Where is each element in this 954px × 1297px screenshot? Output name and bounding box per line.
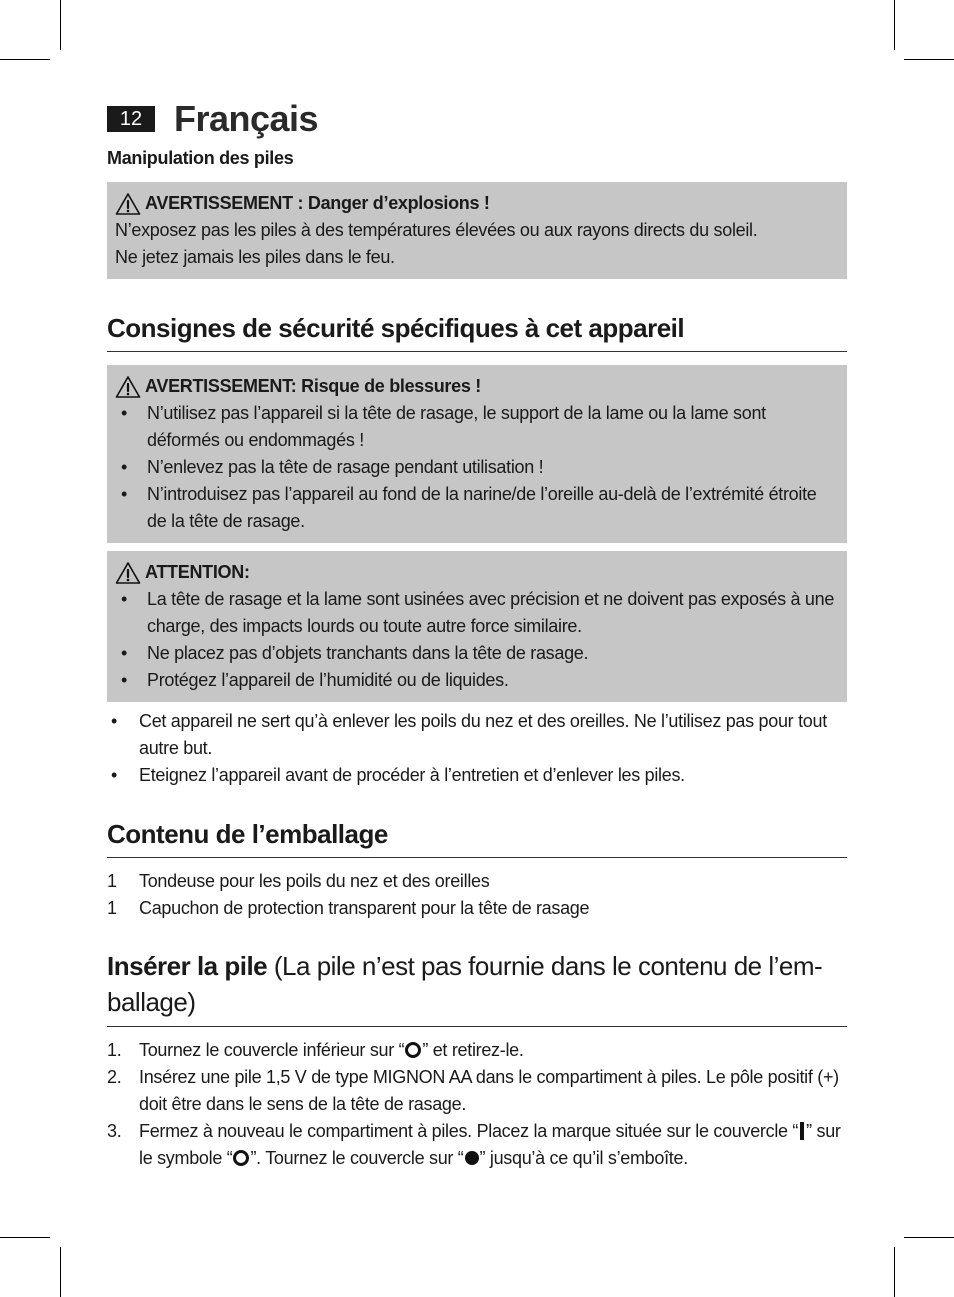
list-item: • N’introduisez pas l’appareil au fond de la narine/de l’oreille au-delà de l’extrémité étroite de la tête de rasage.	[115, 481, 837, 535]
list-item: • Eteignez l’appareil avant de procéder à l’entretien et d’enlever les piles.	[107, 762, 847, 789]
list-item: • Protégez l’appareil de l’humidité ou de liquides.	[115, 667, 837, 694]
filled-dot-symbol-icon	[465, 1151, 479, 1165]
warning-text: Ne jetez jamais les piles dans le feu.	[115, 247, 395, 267]
page-content	[107, 98, 847, 1172]
item-quantity: 1	[107, 898, 117, 918]
warning-title: AVERTISSEMENT: Risque de blessures !	[145, 376, 481, 396]
crop-mark	[60, 1247, 61, 1297]
warning-triangle-icon	[115, 375, 141, 399]
item-text: Tondeuse pour les poils du nez et des oreilles	[139, 871, 490, 891]
crop-mark	[0, 1237, 50, 1238]
warning-list	[115, 400, 837, 535]
battery-warning-box	[107, 182, 847, 279]
warning-triangle-icon	[115, 561, 141, 585]
list-item: 2. Insérez une pile 1,5 V de type MIGNON AA dans le compartiment à piles. Le pôle positif (+) doit être dans le sens de la tête de rasage.	[107, 1064, 847, 1118]
list-item: 1. Tournez le couvercle inférieur sur “ ” et retirez-le.	[107, 1037, 847, 1064]
list-item: • Ne placez pas d’objets tranchants dans la tête de rasage.	[115, 640, 837, 667]
section-heading-package: Contenu de l’emballage	[107, 817, 847, 858]
crop-mark	[904, 1237, 954, 1238]
attention-title: ATTENTION:	[145, 562, 250, 582]
open-ring-symbol-icon	[233, 1150, 249, 1166]
list-item: • La tête de rasage et la lame sont usinées avec précision et ne doivent pas exposés à une charge, des impacts lourds ou toute autre force similaire.	[115, 586, 837, 640]
crop-mark	[894, 0, 895, 50]
page-header	[107, 98, 847, 140]
item-text: Capuchon de protection transparent pour la tête de rasage	[139, 898, 590, 918]
list-item	[107, 895, 847, 922]
section-heading-insert	[107, 948, 847, 1027]
step-number: 2.	[107, 1067, 122, 1087]
warning-text: N’exposez pas les piles à des températures élevées ou aux rayons directs du soleil.	[115, 220, 758, 240]
page-number: 12	[107, 106, 155, 132]
warning-triangle-icon	[115, 192, 141, 216]
marker-bar-symbol-icon	[800, 1122, 804, 1140]
list-item	[107, 868, 847, 895]
warning-title: AVERTISSEMENT : Danger d’explosions !	[145, 193, 490, 213]
list-item: 3. Fermez à nouveau le compartiment à piles. Placez la marque située sur le couvercle “ ” sur le symbole “ ”. Tournez le couvercle sur “ ” jusqu’à ce qu’il s’emboîte.	[107, 1118, 847, 1172]
crop-mark	[894, 1247, 895, 1297]
open-ring-symbol-icon	[405, 1042, 421, 1058]
list-item: • N’utilisez pas l’appareil si la tête de rasage, le support de la lame ou la lame sont déformés ou endommagés !	[115, 400, 837, 454]
attention-box	[107, 551, 847, 702]
crop-mark	[904, 59, 954, 60]
crop-mark	[60, 0, 61, 50]
package-list	[107, 868, 847, 922]
item-quantity: 1	[107, 871, 117, 891]
battery-handling-title: Manipulation des piles	[107, 148, 294, 168]
heading-bold: Insérer la pile	[107, 951, 268, 981]
page-title: Français	[174, 98, 319, 139]
list-item: • Cet appareil ne sert qu’à enlever les poils du nez et des oreilles. Ne l’utilisez pas pour tout autre but.	[107, 708, 847, 762]
step-number: 3.	[107, 1121, 122, 1141]
insert-steps-list	[107, 1037, 847, 1172]
heading-note: (La pile n’est pas fournie dans le contenu de l’em-ballage)	[107, 951, 823, 1017]
attention-list	[115, 586, 837, 694]
injury-warning-box	[107, 365, 847, 543]
crop-mark	[0, 59, 50, 60]
list-item: • N’enlevez pas la tête de rasage pendant utilisation !	[115, 454, 837, 481]
general-safety-list	[107, 708, 847, 789]
section-heading-safety: Consignes de sécurité spécifiques à cet appareil	[107, 311, 847, 352]
step-number: 1.	[107, 1040, 122, 1060]
